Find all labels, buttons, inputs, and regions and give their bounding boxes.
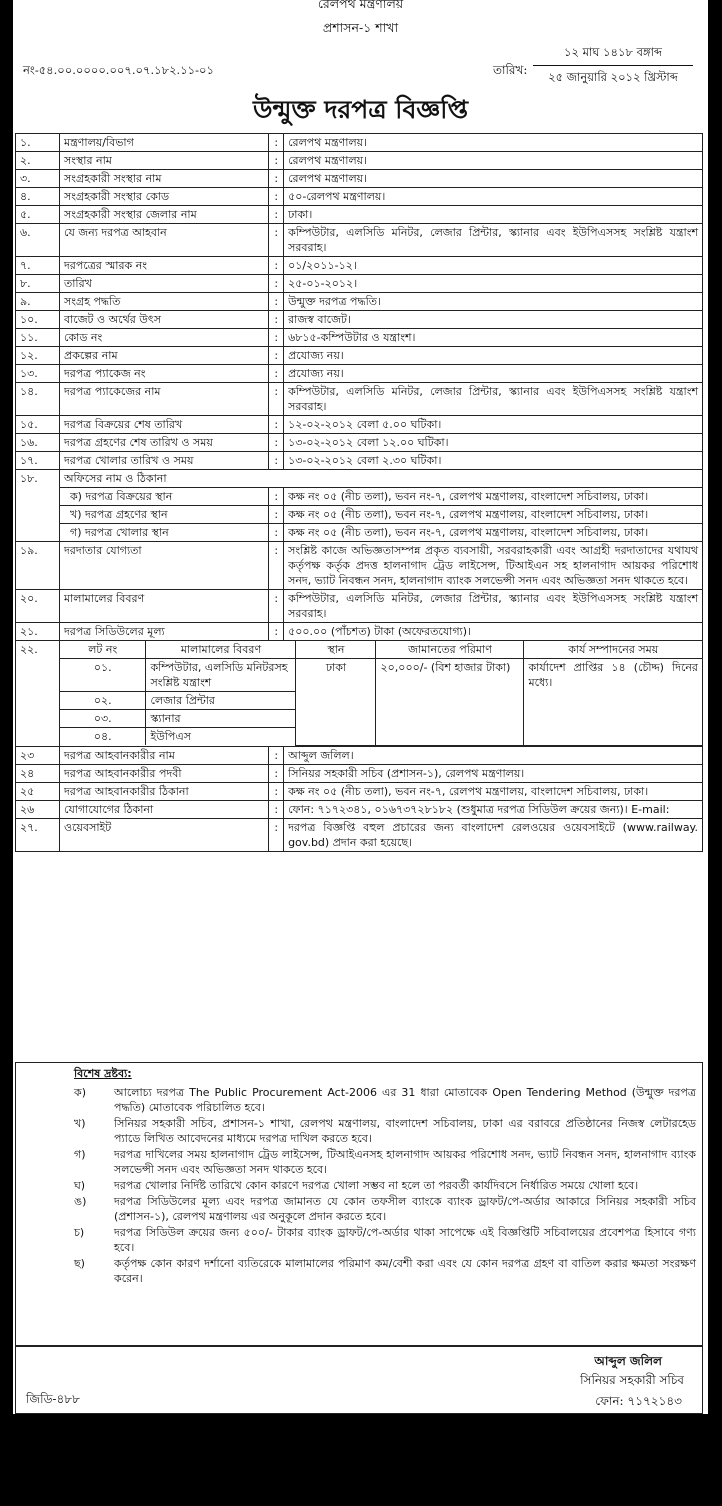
row-value: উন্মুক্ত দরপত্র পদ্ধতি। (284, 293, 703, 311)
table-row (16, 488, 703, 506)
table-row (16, 452, 703, 470)
table-row (16, 293, 703, 311)
lots-table (60, 641, 702, 746)
row-number: ৩. (16, 170, 60, 188)
row-number: ৮. (16, 275, 60, 293)
colon-separator: : (269, 506, 284, 524)
date-label: তারিখ: (493, 63, 528, 77)
lot-place: ঢাকা (296, 659, 376, 746)
lots-header-place: স্থান (296, 641, 376, 659)
row-label: দরপত্র আহবানকারীর পদবী (59, 764, 268, 782)
date-block (533, 44, 693, 88)
table-row (16, 347, 703, 365)
row-label: কোড নং (59, 329, 268, 347)
row-number: ৭. (16, 257, 60, 275)
note-key: ছ) (74, 1257, 85, 1270)
row-value: দরপত্র বিজ্ঞপ্তি বহুল প্রচারের জন্য বাংলাদেশ রেলওয়ের ওয়েবসাইটে (www.railway. gov.bd) প্রদান করা হয়েছে। (284, 818, 703, 851)
note-item (74, 1116, 696, 1146)
row-number: ১৯. (16, 542, 60, 590)
table-row (16, 764, 703, 782)
row-number: ২০. (16, 590, 60, 623)
row-value: প্রযোজ্য নয়। (284, 365, 703, 383)
note-text: সিনিয়র সহকারী সচিব, প্রশাসন-১ শাখা, রেলপথ মন্ত্রণালয়, বাংলাদেশ সচিবালয়, ঢাকা এর বরাবরে প্রতিষ্ঠানের নিজস্ব লেটারহেড প্যাডে লিখিত আবেদনের মাধ্যমে দরপত্র দাখিল করতে হবে। (114, 1117, 696, 1145)
colon-separator: : (269, 818, 284, 851)
office-place-address: কক্ষ নং ০৫ (নীচ তলা), ভবন নং-৭, রেলপথ মন্ত্রণালয়, বাংলাদেশ সচিবালয়, ঢাকা। (284, 524, 703, 542)
lots-header-time: কার্য সম্পাদনের সময় (524, 641, 702, 659)
row-label: দরপত্র বিক্রয়ের শেষ তারিখ (59, 416, 268, 434)
table-row (16, 188, 703, 206)
note-text: কর্তৃপক্ষ কোন কারণ দর্শানো ব্যতিরেকে মালামালের পরিমাণ কম/বেশী করা এবং যে কোন দরপত্র গ্রহণ বা বাতিল করার ক্ষমতা সংরক্ষণ করেন। (114, 1257, 696, 1285)
row-number: ৯. (16, 293, 60, 311)
row-value: রেলপথ মন্ত্রণালয়। (284, 152, 703, 170)
colon-separator: : (269, 188, 284, 206)
office-place-label: গ) দরপত্র খোলার স্থান (59, 524, 268, 542)
note-item (74, 1225, 696, 1255)
row-number: ২১. (16, 623, 60, 641)
row-value: ৫০-রেলপথ মন্ত্রণালয়। (284, 188, 703, 206)
row-value: ফোন: ৭১৭২৩৪১, ০১৬৭৩৭২৮১৮২ (শুধুমাত্র দরপত্র সিডিউল ক্রয়ের জন্য)। E-mail: (284, 800, 703, 818)
table-row (16, 524, 703, 542)
table-row (16, 134, 703, 152)
lot-row (60, 659, 702, 692)
row-value: আব্দুল জলিল। (284, 746, 703, 764)
lot-number: ০৪. (60, 728, 146, 746)
table-row (16, 311, 703, 329)
row-number: ২৩ (16, 746, 60, 764)
date-bengali: ১২ মাঘ ১৪১৮ বঙ্গাব্দ (533, 44, 693, 66)
row-label: দরপত্র আহবানকারীর নাম (59, 746, 268, 764)
signatory-designation: সিনিয়র সহকারী সচিব (580, 1373, 684, 1387)
note-text: দরপত্র খোলার নির্দিষ্ট তারিখে কোন কারণে দরপত্র খোলা সম্ভব না হলে তা পরবর্তী কার্যদিবসে নির্ধারিত সময়ে খোলা হবে। (114, 1179, 639, 1192)
row-label: সংগ্রহকারী সংস্থার কোড (59, 188, 268, 206)
lot-description: স্ক্যানার (146, 710, 296, 728)
lot-number: ০১. (60, 659, 146, 692)
office-section-title: অফিসের নাম ও ঠিকানা (59, 470, 702, 488)
row-label: দরদাতার যোগ্যতা (59, 542, 268, 590)
page-title: উন্মুক্ত দরপত্র বিজ্ঞপ্তি (252, 95, 468, 124)
table-row (16, 470, 703, 488)
row-value: কম্পিউটার, এলসিডি মনিটর, লেজার প্রিন্টার, স্ক্যানার এবং ইউপিএসসহ সংশ্লিষ্ট যন্ত্রাংশ সরবরাহ। (284, 224, 703, 257)
date-gregorian: ২৫ জানুয়ারি ২০১২ খ্রিস্টাব্দ (548, 70, 678, 84)
colon-separator: : (269, 206, 284, 224)
colon-separator: : (269, 782, 284, 800)
tender-info-table (15, 133, 703, 852)
table-row (16, 257, 703, 275)
row-label: দরপত্রের স্মারক নং (59, 257, 268, 275)
row-label: দরপত্র প্যাকেজ নং (59, 365, 268, 383)
lot-number: ০২. (60, 692, 146, 710)
branch-name: প্রশাসন-১ শাখা (322, 20, 399, 35)
row-number: ১৪. (16, 383, 60, 416)
row-value: রাজস্ব বাজেট। (284, 311, 703, 329)
row-value: সিনিয়র সহকারী সচিব (প্রশাসন-১), রেলপথ মন্ত্রণালয়। (284, 764, 703, 782)
colon-separator: : (269, 224, 284, 257)
signatory-phone: ফোন: ৭১৭২১৪৩ (595, 1394, 682, 1408)
table-row (16, 170, 703, 188)
row-number: ১১. (16, 329, 60, 347)
row-label: যে জন্য দরপত্র আহবান (59, 224, 268, 257)
row-label: দরপত্র গ্রহণের শেষ তারিখ ও সময় (59, 434, 268, 452)
row-number: ২৫ (16, 782, 60, 800)
table-row (16, 542, 703, 590)
row-number: ১৩. (16, 365, 60, 383)
colon-separator: : (269, 542, 284, 590)
row-label: ওয়েবসাইট (59, 818, 268, 851)
row-label: দরপত্র আহবানকারীর ঠিকানা (59, 782, 268, 800)
row-label: তারিখ (59, 275, 268, 293)
lots-header-description: মালামালের বিবরণ (146, 641, 296, 659)
row-number: ১. (16, 134, 60, 152)
row-number: ১৭. (16, 452, 60, 470)
row-number: ৬. (16, 224, 60, 257)
colon-separator: : (269, 329, 284, 347)
colon-separator: : (269, 170, 284, 188)
row-label: দরপত্র খোলার তারিখ ও সময় (59, 452, 268, 470)
row-label: দরপত্র প্যাকেজের নাম (59, 383, 268, 416)
row-number: ২৪ (16, 764, 60, 782)
row-label: প্রকল্পের নাম (59, 347, 268, 365)
table-row (16, 623, 703, 641)
tender-notice-page (13, 0, 708, 1414)
row-value: ১৩-০২-২০১২ বেলা ১২.০০ ঘটিকা। (284, 434, 703, 452)
table-row (16, 800, 703, 818)
note-key: ঘ) (74, 1179, 86, 1192)
table-row (16, 275, 703, 293)
note-text: আলোচ্য দরপত্র The Public Procurement Act-2006 এর 31 ধারা মোতাবেক Open Tendering Method (উন্মুক্ত দরপত্র পদ্ধতি) মোতাবেক পরিচালিত হবে। (114, 1086, 696, 1114)
row-label: যোগাযোগের ঠিকানা (59, 800, 268, 818)
colon-separator: : (269, 764, 284, 782)
row-label: সংগ্রহকারী সংস্থার নাম (59, 170, 268, 188)
lot-security: ২০,০০০/- (বিশ হাজার টাকা) (376, 659, 524, 746)
table-row (16, 590, 703, 623)
row-number: ৫. (16, 206, 60, 224)
gd-number: জিডি-৪৮৮ (26, 1392, 80, 1406)
lots-cell (59, 641, 702, 747)
colon-separator: : (269, 347, 284, 365)
lot-number: ০৩. (60, 710, 146, 728)
note-item (74, 1194, 696, 1224)
row-value: কম্পিউটার, এলসিডি মনিটর, লেজার প্রিন্টার, স্ক্যানার এবং ইউপিএসসহ সংশ্লিষ্ট যন্ত্রাংশ সরবরাহ। (284, 383, 703, 416)
colon-separator: : (269, 623, 284, 641)
row-label: মালামালের বিবরণ (59, 590, 268, 623)
signatory-name: আব্দুল জলিল (594, 1354, 662, 1368)
row-value: ০১/২০১১-১২। (284, 257, 703, 275)
colon-separator: : (269, 434, 284, 452)
note-key: ঙ) (74, 1195, 87, 1208)
colon-separator: : (269, 365, 284, 383)
note-text: দরপত্র সিডিউলের মূল্য এবং দরপত্র জামানত যে কোন তফসীল ব্যাংকে ব্যাংক ড্রাফট/পে-অর্ডার আকারে সিনিয়র সহকারী সচিব (প্রশাসন-১), রেলপথ মন্ত্রণালয় এর অনুকূলে প্রদান করতে হবে। (114, 1195, 696, 1223)
note-key: খ) (74, 1117, 86, 1130)
row-label: বাজেট ও অর্থের উৎস (59, 311, 268, 329)
row-number: ২৭. (16, 818, 60, 851)
row-value: রেলপথ মন্ত্রণালয়। (284, 170, 703, 188)
office-place-address: কক্ষ নং ০৫ (নীচ তলা), ভবন নং-৭, রেলপথ মন্ত্রণালয়, বাংলাদেশ সচিবালয়, ঢাকা। (284, 488, 703, 506)
row-value: ২৫-০১-২০১২। (284, 275, 703, 293)
colon-separator: : (269, 275, 284, 293)
lot-description: ইউপিএস (146, 728, 296, 746)
ministry-name: রেলপথ মন্ত্রণালয় (317, 0, 404, 11)
colon-separator: : (269, 524, 284, 542)
row-number: ২. (16, 152, 60, 170)
table-row (16, 152, 703, 170)
colon-separator: : (269, 416, 284, 434)
lot-description: কম্পিউটার, এলসিডি মনিটরসহ সংশ্লিষ্ট যন্ত্রাংশ (146, 659, 296, 692)
lots-header-lot: লট নং (60, 641, 146, 659)
table-row (16, 818, 703, 851)
colon-separator: : (269, 152, 284, 170)
office-place-address: কক্ষ নং ০৫ (নীচ তলা), ভবন নং-৭, রেলপথ মন্ত্রণালয়, বাংলাদেশ সচিবালয়, ঢাকা। (284, 506, 703, 524)
note-item (74, 1147, 696, 1177)
office-place-label: ক) দরপত্র বিক্রয়ের স্থান (59, 488, 268, 506)
note-item (74, 1085, 696, 1115)
colon-separator: : (269, 746, 284, 764)
row-number: ১৬. (16, 434, 60, 452)
memo-number: নং-৫৪.০০.০০০০.০০৭.০৭.১৮২.১১-০১ (23, 63, 214, 77)
colon-separator: : (269, 452, 284, 470)
signature-block (15, 1346, 703, 1414)
colon-separator: : (269, 257, 284, 275)
row-label: দরপত্র সিডিউলের মূল্য (59, 623, 268, 641)
row-number: ১২. (16, 347, 60, 365)
note-item (74, 1256, 696, 1286)
table-row (16, 329, 703, 347)
row-number: ১০. (16, 311, 60, 329)
row-number: ২৬ (16, 800, 60, 818)
colon-separator: : (269, 383, 284, 416)
row-number: ২২. (16, 641, 60, 747)
special-notes (15, 1062, 703, 1346)
table-row (16, 434, 703, 452)
note-key: গ) (74, 1148, 86, 1161)
table-row (16, 782, 703, 800)
table-row (16, 224, 703, 257)
note-text: দরপত্র সিডিউল ক্রয়ের জন্য ৫০০/- টাকার ব্যাংক ড্রাফট/পে-অর্ডার থাকা সাপেক্ষে এই বিজ্ঞপ্তিটি সচিবালয়ের প্রবেশপত্র হিসাবে গণ্য হবে। (114, 1226, 696, 1254)
row-label: সংস্থার নাম (59, 152, 268, 170)
colon-separator: : (269, 134, 284, 152)
table-row (16, 746, 703, 764)
note-text: দরপত্র দাখিলের সময় হালনাগাদ ট্রেড লাইসেন্স, টিআইএনসহ হালনাগাদ আয়কর পরিশোধ সনদ, ভ্যাট নিবন্ধন সনদ, হালনাগাদ ব্যাংক সলভেন্সী সনদ এবং অভিজ্ঞতা সনদ থাকতে হবে। (114, 1148, 696, 1176)
table-row (16, 206, 703, 224)
lots-header-security: জামানতের পরিমাণ (376, 641, 524, 659)
note-key: চ) (74, 1226, 85, 1239)
colon-separator: : (269, 311, 284, 329)
table-row (16, 506, 703, 524)
row-value: ৫০০.০০ (পাঁচশত) টাকা (অফেরতযোগ্য)। (284, 623, 703, 641)
table-row (16, 383, 703, 416)
notes-title: বিশেষ দ্রষ্টব্য: (74, 1067, 132, 1080)
table-row (16, 416, 703, 434)
table-row (16, 365, 703, 383)
row-number: ১৫. (16, 416, 60, 434)
lot-completion-time: কার্যাদেশ প্রাপ্তির ১৪ (চৌদ্দ) দিনের মধ্যে। (524, 659, 702, 746)
colon-separator: : (269, 293, 284, 311)
row-value: প্রযোজ্য নয়। (284, 347, 703, 365)
office-place-label: খ) দরপত্র গ্রহণের স্থান (59, 506, 268, 524)
row-value: রেলপথ মন্ত্রণালয়। (284, 134, 703, 152)
row-label: সংগ্রহকারী সংস্থার জেলার নাম (59, 206, 268, 224)
row-value: সংশ্লিষ্ট কাজে অভিজ্ঞতাসম্পন্ন প্রকৃত ব্যবসায়ী, সরবরাহকারী এবং আগ্রহী দরদাতাদের যথাযথ কর্তৃপক্ষ কর্তৃক প্রদত্ত হালনাগাদ ট্রেড লাইসেন্স, টিআইএন সহ হালনাগাদ আয়কর পরিশোধ সনদ, ভ্যাট নিবন্ধন সনদ, হালনাগাদ ব্যাংক সলভেন্সী সনদ এবং অভিজ্ঞতা সনদ থাকতে হবে। (284, 542, 703, 590)
row-label: সংগ্রহ পদ্ধতি (59, 293, 268, 311)
row-value: ১২-০২-২০১২ বেলা ৫.০০ ঘটিকা। (284, 416, 703, 434)
note-item (74, 1178, 696, 1193)
colon-separator: : (269, 800, 284, 818)
row-number: ৪. (16, 188, 60, 206)
row-value: ঢাকা। (284, 206, 703, 224)
colon-separator: : (269, 590, 284, 623)
row-value: কক্ষ নং ০৫ (নীচ তলা), ভবন নং-৭, রেলপথ মন্ত্রণালয়, বাংলাদেশ সচিবালয়, ঢাকা। (284, 782, 703, 800)
row-number: ১৮. (16, 470, 60, 542)
row-value: ১৩-০২-২০১২ বেলা ২.৩০ ঘটিকা। (284, 452, 703, 470)
note-key: ক) (74, 1086, 86, 1099)
row-label: মন্ত্রণালয়/বিভাগ (59, 134, 268, 152)
lot-description: লেজার প্রিন্টার (146, 692, 296, 710)
colon-separator: : (269, 488, 284, 506)
row-value: ৬৮১৫-কম্পিউটার ও যন্ত্রাংশ। (284, 329, 703, 347)
row-value: কম্পিউটার, এলসিডি মনিটর, লেজার প্রিন্টার, স্ক্যানার এবং ইউপিএসসহ সংশ্লিষ্ট যন্ত্রাংশ সরবরাহ। (284, 590, 703, 623)
lots-row (16, 641, 703, 747)
